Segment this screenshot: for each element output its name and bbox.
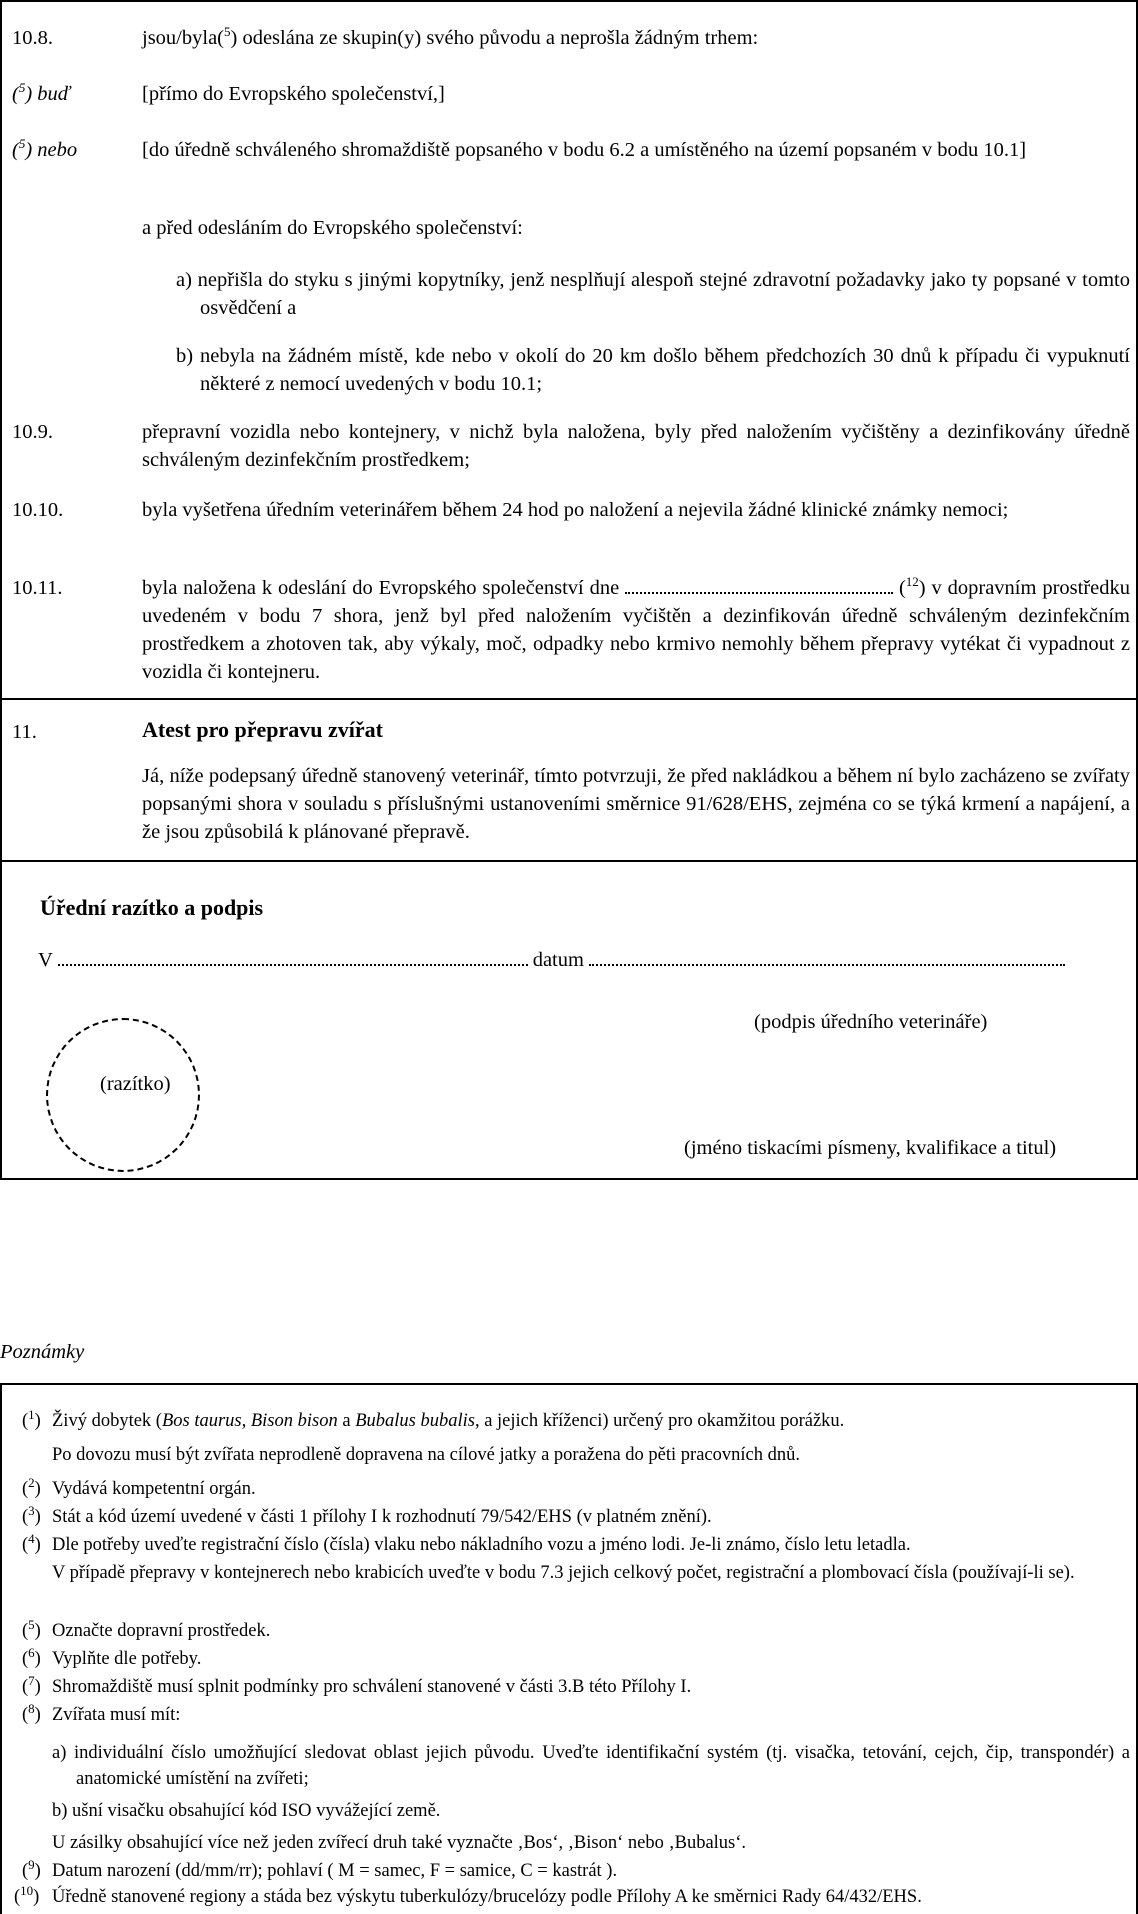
section-number: 11. (12, 721, 37, 743)
item-a: a) nepřišla do styku s jinými kopytníky, jenž nesplňují alespoň stejné zdravotní požadavky jako ty popsané v tomto osvědčení a (176, 269, 1130, 319)
before-dispatch-text: a před odesláním do Evropského společenství: (142, 217, 523, 239)
date-signature-blank[interactable] (589, 964, 1065, 966)
name-caption: (jméno tiskacími písmeny, kvalifikace a titul) (684, 1137, 1057, 1159)
section-10-9-text: přepravní vozidla nebo kontejnery, v nichž byla naložena, byly před naložením vyčištěny a dezinfikovány úředně schváleným dezinfekčním prostředkem; (142, 421, 1130, 471)
signature-caption: (podpis úředního veterináře) (754, 1011, 988, 1033)
either-text: [přímo do Evropského společenství,] (142, 83, 445, 105)
notes-title: Poznámky (0, 1341, 85, 1363)
or-text: [do úředně schváleného shromaždiště popsaného v bodu 6.2 a umístěného na území popsaném v bodu 10.1] (142, 139, 1027, 161)
item-b: b) nebyla na žádném místě, kde nebo v okolí do 20 km došlo během předchozích 30 dnů k případu či vypuknutí některé z nemocí uvedených v bodu 10.1; (176, 345, 1130, 395)
section-10-10-text: byla vyšetřena úředním veterinářem během 24 hod po naložení a nejevila žádné klinické známky nemoci; (142, 499, 1009, 521)
section-11-text: Já, níže podepsaný úředně stanovený veterinář, tímto potvrzuji, že před nakládkou a během ní bylo zacházeno se zvířaty popsanými shora v souladu s příslušnými ustanoveními směrnice 91/628/EHS, zejména co se týká krmení a napájení, a že jsou způsobilá k plánované přepravě. (142, 765, 1130, 843)
date-blank[interactable] (625, 592, 893, 594)
section-number: 10.9. (12, 421, 53, 443)
section-number: 10.10. (12, 499, 64, 521)
divider (0, 860, 1138, 862)
section-10-8-text: jsou/byla($^5$) odeslána ze skupin(y) svého původu a neprošla žádným trhem: (142, 24, 759, 49)
place-date-line: V datum (38, 946, 1098, 974)
section-number: 10.11. (12, 577, 63, 599)
place-blank[interactable] (58, 964, 528, 966)
or-label: ($^5$) nebo (12, 136, 78, 161)
section-10-11-text: byla naložena k odeslání do Evropského společenství dne ($^{12}$) v dopravním prostředku uvedeném v bodu 7 shora, jenž byl před naložením vyčištěn a dezinfikován úředně schváleným dezinfekčním prostředkem a zhotoven tak, aby výkaly, moč, odpadky nebo krmivo nemohly během přepravy vytékat či vypadnout z vozidla či kontejneru. (142, 574, 1130, 683)
either-label: ($^5$) buď (12, 80, 71, 105)
section-number: 10.8. (12, 27, 53, 49)
section-11-heading: Atest pro přepravu zvířat (142, 717, 383, 742)
stamp-signature-heading: Úřední razítko a podpis (40, 895, 264, 920)
divider (0, 698, 1138, 700)
stamp-caption: (razítko) (100, 1073, 171, 1095)
